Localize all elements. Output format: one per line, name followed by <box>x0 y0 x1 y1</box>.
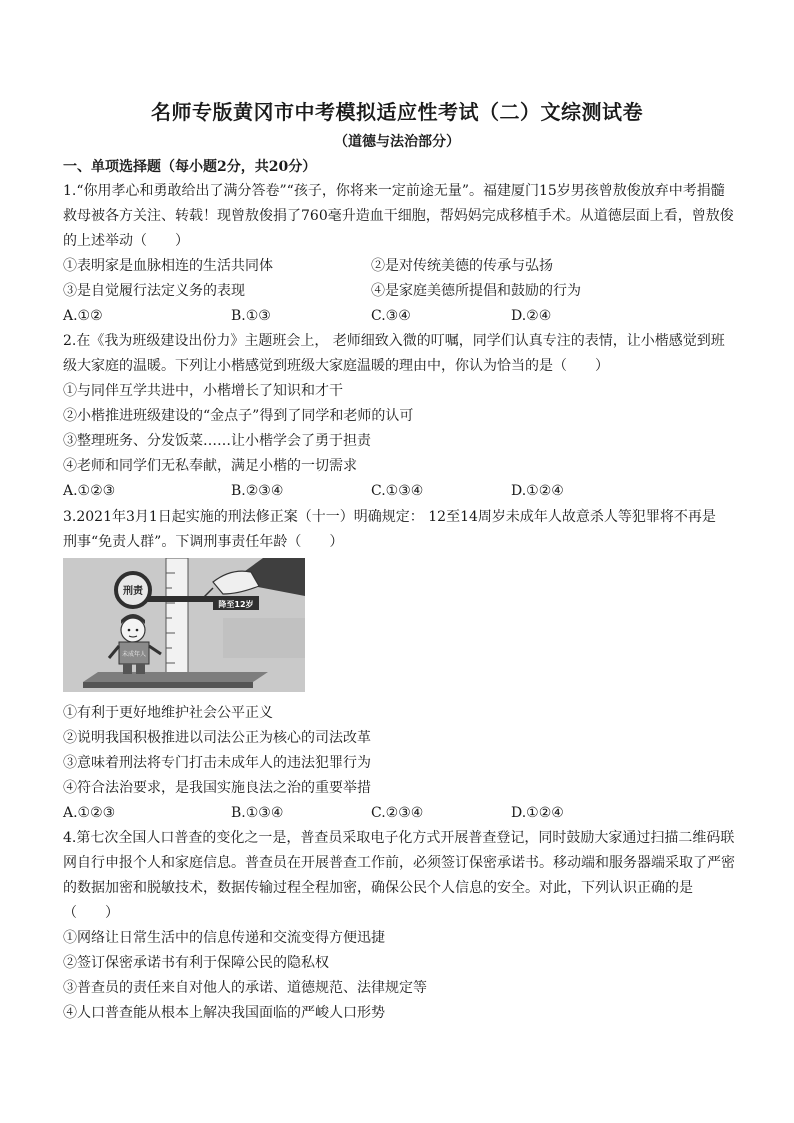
q3-choice-a[interactable]: A.①②③ <box>63 805 116 821</box>
q1-choice-c[interactable]: C.③④ <box>371 308 411 324</box>
q2-stem-line: 2.在《我为班级建设出份力》主题班会上， 老师细致入微的叮嘱，同学们认真专注的表情，让小楷感觉到班 <box>63 333 725 349</box>
q1-stem-line: 的上述举动（ ） <box>63 233 189 249</box>
q2-stem-line: 级大家庭的温暖。下列让小楷感觉到班级大家庭温暖的理由中，你认为恰当的是（ ） <box>63 358 609 374</box>
cartoon-figure <box>63 558 305 692</box>
q2-item-1: ①与同伴互学共进中，小楷增长了知识和才干 <box>63 383 343 399</box>
q2-choice-c[interactable]: C.①③④ <box>371 483 424 499</box>
q1-item-2: ②是对传统美德的传承与弘扬 <box>371 258 553 274</box>
q1-choice-a[interactable]: A.①② <box>63 308 103 324</box>
q1-stem-line: 1.“你用孝心和勇敢给出了满分答卷”“孩子，你将来一定前途无量”。福建厦门15岁男孩曾敖俊放弃中考捐髓 <box>63 183 725 199</box>
q3-item-4: ④符合法治要求，是我国实施良法之治的重要举措 <box>63 780 371 796</box>
q1-item-4: ④是家庭美德所提倡和鼓励的行为 <box>371 283 581 299</box>
q3-choice-c[interactable]: C.②③④ <box>371 805 424 821</box>
cartoon-illustration <box>63 558 305 692</box>
q3-stem-line: 3.2021年3月1日起实施的刑法修正案（十一）明确规定： 12至14周岁未成年人故意杀人等犯罪将不再是 <box>63 509 716 525</box>
exam-title: 名师专版黄冈市中考模拟适应性考试（二）文综测试卷 <box>151 100 643 124</box>
q1-item-1: ①表明家是血脉相连的生活共同体 <box>63 258 273 274</box>
q3-item-3: ③意味着刑法将专门打击未成年人的违法犯罪行为 <box>63 755 371 771</box>
exam-subtitle: （道德与法治部分） <box>334 134 460 150</box>
bar-label: 降至12岁 <box>218 600 254 609</box>
section-heading: 一、单项选择题（每小题2分，共20分） <box>63 159 317 175</box>
q3-item-1: ①有利于更好地维护社会公平正义 <box>63 705 273 721</box>
q4-stem-line: （ ） <box>63 905 119 921</box>
q2-item-4: ④老师和同学们无私奉献，满足小楷的一切需求 <box>63 458 357 474</box>
q3-item-2: ②说明我国积极推进以司法公正为核心的司法改革 <box>63 730 371 746</box>
q3-stem-line: 刑事“免责人群”。下调刑事责任年龄（ ） <box>63 534 344 550</box>
q4-item-4: ④人口普查能从根本上解决我国面临的严峻人口形势 <box>63 1005 385 1021</box>
q2-choice-a[interactable]: A.①②③ <box>63 483 116 499</box>
q1-item-3: ③是自觉履行法定义务的表现 <box>63 283 245 299</box>
q2-choice-b[interactable]: B.②③④ <box>231 483 284 499</box>
q2-item-2: ②小楷推进班级建设的“金点子”得到了同学和老师的认可 <box>63 408 414 424</box>
q1-stem-line: 救母被各方关注、转载！现曾敖俊捐了760毫升造血干细胞，帮妈妈完成移植手术。从道德层面上看，曾敖俊 <box>63 208 734 224</box>
q4-item-3: ③普查员的责任来自对他人的承诺、道德规范、法律规定等 <box>63 980 427 996</box>
q2-choice-d[interactable]: D.①②④ <box>511 483 564 499</box>
q3-choice-b[interactable]: B.①③④ <box>231 805 284 821</box>
sign-label: 刑责 <box>123 586 143 597</box>
q3-choice-d[interactable]: D.①②④ <box>511 805 564 821</box>
shirt-label: 未成年人 <box>121 651 147 658</box>
q4-stem-line: 4.第七次全国人口普查的变化之一是，普查员采取电子化方式开展普查登记，同时鼓励大家通过扫描二维码联 <box>63 830 735 846</box>
q1-choice-b[interactable]: B.①③ <box>231 308 271 324</box>
q2-item-3: ③整理班务、分发饭菜……让小楷学会了勇于担责 <box>63 433 371 449</box>
q4-stem-line: 的数据加密和脱敏技术，数据传输过程全程加密，确保公民个人信息的安全。对此，下列认识正确的是 <box>63 880 693 896</box>
q4-stem-line: 网自行申报个人和家庭信息。普查员在开展普查工作前，必须签订保密承诺书。移动端和服务器端采取了严密 <box>63 855 735 871</box>
q1-choice-d[interactable]: D.②④ <box>511 308 552 324</box>
q4-item-1: ①网络让日常生活中的信息传递和交流变得方便迅捷 <box>63 930 385 946</box>
q4-item-2: ②签订保密承诺书有利于保障公民的隐私权 <box>63 955 329 971</box>
